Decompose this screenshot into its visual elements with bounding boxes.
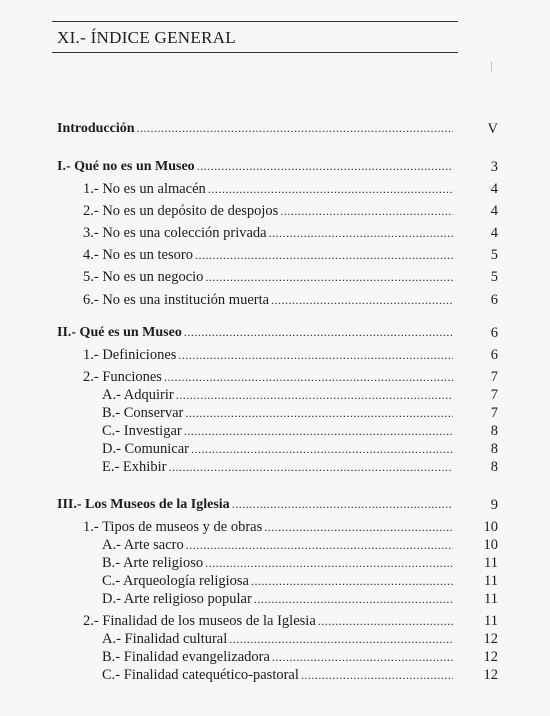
toc-entry-label: A.- Finalidad cultural [102, 631, 228, 647]
dot-leader [318, 614, 453, 629]
dot-leader [280, 204, 453, 219]
dot-leader [184, 325, 453, 340]
dot-leader [137, 121, 453, 136]
toc-page-number: 10 [483, 519, 498, 535]
toc-entry-label: III.- Los Museos de la Iglesia [57, 497, 230, 512]
toc-entry[interactable] [102, 649, 456, 666]
dot-leader [195, 248, 453, 263]
toc-entry[interactable] [102, 667, 456, 684]
dot-leader [176, 388, 453, 403]
toc-page-number: 12 [483, 667, 498, 683]
toc-entry-label: A.- Arte sacro [102, 537, 184, 553]
toc-entry-label: Introducción [57, 121, 135, 136]
toc-entry-label: 1.- No es un almacén [83, 181, 206, 197]
toc-page-number: 5 [490, 269, 498, 285]
dot-leader [254, 592, 453, 607]
toc-page-number: 6 [490, 325, 498, 341]
toc-page-number: 6 [490, 347, 498, 363]
toc-page-number: 4 [490, 203, 498, 219]
toc-entry-label: B.- Finalidad evangelizadora [102, 649, 270, 665]
dot-leader [191, 442, 453, 457]
dot-leader [251, 574, 453, 589]
toc-page-number: 8 [490, 441, 498, 457]
dot-leader [164, 370, 453, 385]
dot-leader [272, 650, 453, 665]
toc-entry-label: C.- Arqueología religiosa [102, 573, 249, 589]
toc-page-number: 11 [484, 591, 498, 607]
toc-entry-label: 2.- Funciones [83, 369, 162, 385]
toc-entry[interactable] [102, 387, 456, 404]
toc-entry-label: 6.- No es una institución muerta [83, 292, 270, 308]
toc-entry[interactable] [102, 423, 456, 440]
toc-page-number: 12 [483, 631, 498, 647]
dot-leader [229, 632, 453, 647]
toc-page-number: V [487, 121, 498, 137]
toc-entry-label: B.- Conservar [102, 405, 184, 421]
toc-entry-label: 2.- Finalidad de los museos de la Iglesia [83, 613, 316, 629]
toc-entry-label: 5.- No es un negocio [83, 269, 204, 285]
toc-page-number: 9 [490, 497, 498, 513]
toc-entry[interactable] [102, 405, 456, 422]
toc-entry[interactable] [102, 555, 456, 572]
toc-page-number: 11 [484, 573, 498, 589]
toc-page-number: 7 [490, 387, 498, 403]
toc-entry-label: B.- Arte religioso [102, 555, 204, 571]
toc-entry[interactable] [83, 613, 456, 630]
toc-entry[interactable] [83, 203, 456, 220]
toc-entry-label: 1.- Definiciones [83, 347, 177, 363]
toc-entry[interactable] [83, 247, 456, 264]
dot-leader [168, 460, 453, 475]
toc-entry-label: 4.- No es un tesoro [83, 247, 193, 263]
toc-page-number: 7 [490, 369, 498, 385]
dot-leader [232, 497, 453, 512]
toc-entry[interactable] [102, 459, 456, 476]
toc-page-number: 4 [490, 225, 498, 241]
toc-entry[interactable] [102, 441, 456, 458]
dot-leader [184, 424, 453, 439]
dot-leader [185, 406, 453, 421]
dot-leader [301, 668, 453, 683]
toc-entry[interactable] [102, 631, 456, 648]
toc-entry-label: I.- Qué no es un Museo [57, 159, 195, 174]
dot-leader [178, 348, 453, 363]
toc-page-number: 11 [484, 555, 498, 571]
toc-page-number: 8 [490, 423, 498, 439]
dot-leader [264, 520, 453, 535]
toc-entry[interactable] [102, 537, 456, 554]
toc-entry[interactable] [57, 497, 456, 513]
toc-entry[interactable] [57, 121, 456, 137]
dot-leader [205, 556, 453, 571]
toc-page-number: 3 [490, 159, 498, 175]
toc-entry-label: 2.- No es un depósito de despojos [83, 203, 279, 219]
toc-entry[interactable] [57, 159, 456, 175]
toc-page-number: 4 [490, 181, 498, 197]
toc-page-number: 10 [483, 537, 498, 553]
dot-leader [208, 182, 453, 197]
toc-entry-label: 1.- Tipos de museos y de obras [83, 519, 263, 535]
header-rule-bottom [52, 52, 458, 53]
dot-leader [197, 159, 453, 174]
toc-entry-label: D.- Comunicar [102, 441, 189, 457]
header-rule-top [52, 21, 458, 22]
toc-page-number: 8 [490, 459, 498, 475]
toc-entry-label: C.- Investigar [102, 423, 182, 439]
toc-entry-label: C.- Finalidad catequético-pastoral [102, 667, 299, 683]
toc-page-number: 7 [490, 405, 498, 421]
toc-page-number: 6 [490, 292, 498, 308]
dot-leader [269, 226, 453, 241]
toc-entry[interactable] [83, 292, 456, 309]
dot-leader [271, 293, 453, 308]
dot-leader [186, 538, 453, 553]
toc-entry[interactable] [83, 269, 456, 286]
dot-leader [205, 270, 453, 285]
toc-entry[interactable] [83, 225, 456, 242]
toc-entry[interactable] [57, 325, 456, 341]
toc-entry[interactable] [102, 591, 456, 608]
toc-entry-label: D.- Arte religioso popular [102, 591, 252, 607]
toc-entry-label: E.- Exhibir [102, 459, 167, 475]
toc-entry-label: II.- Qué es un Museo [57, 325, 182, 340]
margin-mark: | [490, 58, 493, 73]
toc-entry[interactable] [83, 347, 456, 364]
page-title: XI.- ÍNDICE GENERAL [57, 28, 236, 47]
toc-entry[interactable] [102, 573, 456, 590]
toc-entry[interactable] [83, 181, 456, 198]
toc-entry[interactable] [83, 519, 456, 536]
toc-page-number: 5 [490, 247, 498, 263]
toc-page-number: 11 [484, 613, 498, 629]
toc-entry[interactable] [83, 369, 456, 386]
toc-entry-label: 3.- No es una colección privada [83, 225, 267, 241]
toc-page-number: 12 [483, 649, 498, 665]
toc-entry-label: A.- Adquirir [102, 387, 174, 403]
